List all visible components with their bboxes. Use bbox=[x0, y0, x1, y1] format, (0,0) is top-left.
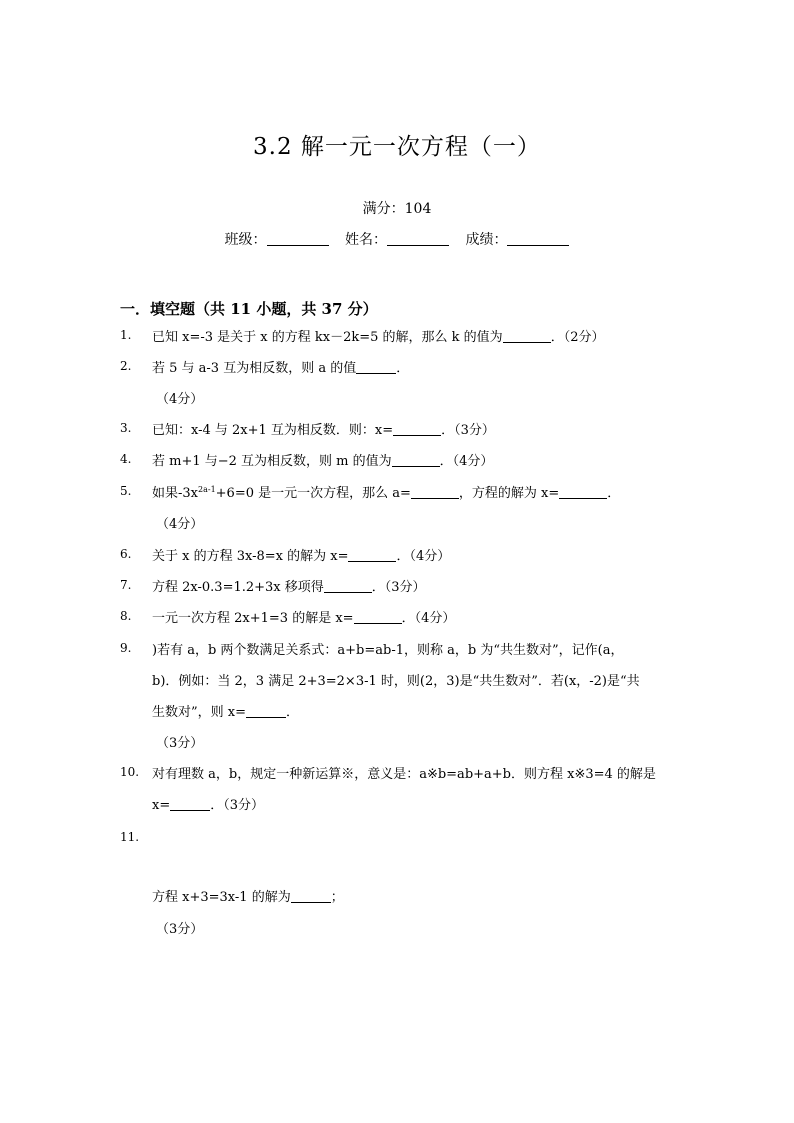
question-number: 1. bbox=[120, 328, 132, 342]
question-number: 9. bbox=[120, 641, 132, 655]
question-score: （4分） bbox=[156, 517, 204, 532]
student-info bbox=[0, 229, 794, 249]
question-number: 6. bbox=[120, 547, 132, 561]
grade-field[interactable] bbox=[465, 232, 569, 248]
question-number: 5. bbox=[120, 484, 132, 498]
name-label: 姓名： bbox=[345, 232, 387, 248]
answer-blank[interactable] bbox=[354, 611, 402, 624]
question-number: 2. bbox=[120, 359, 132, 373]
class-field[interactable] bbox=[225, 232, 329, 248]
total-score: 满分：104 bbox=[362, 201, 432, 217]
question-score: （4分） bbox=[156, 392, 204, 407]
answer-blank[interactable] bbox=[393, 423, 441, 436]
answer-blank[interactable] bbox=[348, 549, 396, 562]
answer-blank[interactable] bbox=[411, 486, 459, 499]
name-field[interactable] bbox=[345, 232, 449, 248]
answer-blank[interactable] bbox=[246, 705, 286, 718]
section-title: 一．填空题（共 11 小题，共 37 分） bbox=[120, 300, 378, 318]
grade-label: 成绩： bbox=[465, 232, 508, 248]
question-score: （3分） bbox=[156, 736, 204, 751]
question-score: （3分） bbox=[156, 922, 204, 937]
answer-blank[interactable] bbox=[356, 361, 396, 374]
exponent: 2a-1 bbox=[198, 485, 216, 494]
question-number: 8. bbox=[120, 609, 132, 623]
class-label: 班级： bbox=[224, 232, 267, 248]
answer-blank[interactable] bbox=[324, 580, 372, 593]
answer-blank[interactable] bbox=[559, 486, 607, 499]
grade-blank[interactable] bbox=[507, 233, 569, 246]
answer-blank[interactable] bbox=[392, 454, 440, 467]
question-number: 3. bbox=[120, 421, 132, 435]
question-number: 10. bbox=[120, 765, 140, 779]
question-number: 4. bbox=[120, 452, 132, 466]
page-title: 3.2 解一元一次方程（一） bbox=[253, 134, 541, 160]
answer-blank[interactable] bbox=[503, 330, 551, 343]
answer-blank[interactable] bbox=[291, 890, 331, 903]
answer-blank[interactable] bbox=[170, 798, 210, 811]
class-blank[interactable] bbox=[267, 233, 329, 246]
question-number: 11. bbox=[120, 830, 140, 844]
question-number: 7. bbox=[120, 578, 132, 592]
name-blank[interactable] bbox=[387, 233, 449, 246]
